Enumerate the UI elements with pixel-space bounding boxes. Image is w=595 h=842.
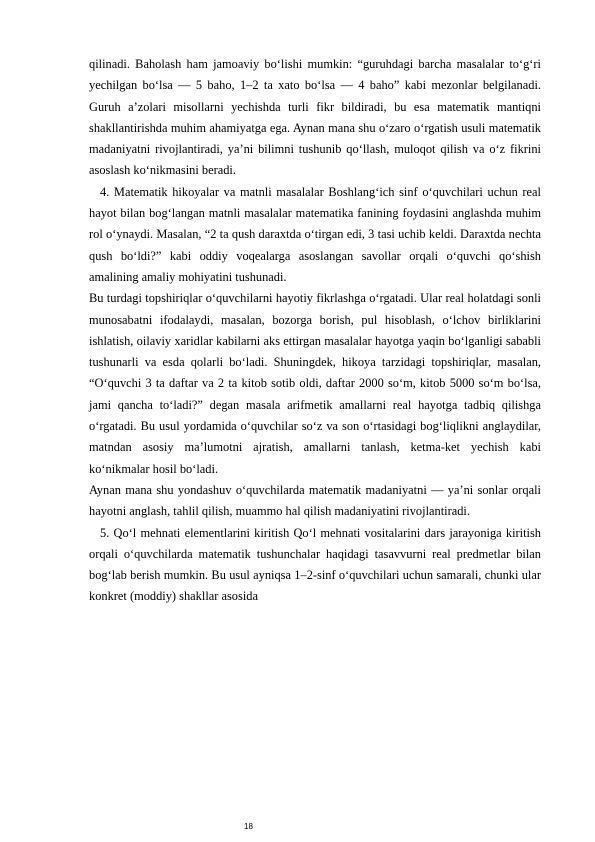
page-number: 18 <box>244 822 253 831</box>
paragraph-section-4-word-problems: 4. Matematik hikoyalar va matnli masalalar Boshlang‘ich sinf o‘quvchilari uchun real hayot bilan bog‘langan matnli masalalar matematika fanining foydasini anglashda muhim rol o‘ynaydi. Masalan, “2 ta qush daraxtda o‘tirgan edi, 3 tasi uchib keldi. Daraxtda nechta qush bo‘ldi?” kabi oddiy voqealarga asoslangan savollar orqali o‘quvchi qo‘shish amalining amaliy mohiyatini tushunadi. <box>89 184 541 284</box>
paragraph-section-5-handwork: 5. Qo‘l mehnati elementlarini kiritish Qo‘l mehnati vositalarini dars jarayoniga kiritish orqali o‘quvchilarda matematik tushunchalar haqidagi tasavvurni real predmetlar bilan bog‘lab berish mumkin. Bu usul ayniqsa 1–2-sinf o‘quvchilari uchun samarali, chunki ular konkret (moddiy) shakllar asosida <box>89 525 541 604</box>
paragraph-math-culture: Aynan mana shu yondashuv o‘quvchilarda matematik madaniyatni — ya’ni sonlar orqali hayotni anglash, tahlil qilish, muammo hal qilish madaniyatini rivojlantiradi. <box>89 482 541 519</box>
paragraph-life-tasks: Bu turdagi topshiriqlar o‘quvchilarni hayotiy fikrlashga o‘rgatadi. Ular real holatdagi sonli munosabatni ifodalaydi, masalan, bozorga borish, pul hisoblash, o‘lchov birliklarini ishlatish, oilaviy xaridlar kabilarni aks ettirgan masalalar hayotga yaqin bo‘lganligi sababli tushunarli va esda qolarli bo‘ladi. Shuningdek, hikoya tarzidagi topshiriqlar, masalan, “O‘quvchi 3 ta daftar va 2 ta kitob sotib oldi, daftar 2000 so‘m, kitob 5000 so‘m bo‘lsa, jami qancha to‘ladi?” degan masala arifmetik amallarni real hayotga tadbiq qilishga o‘rgatadi. Bu usul yordamida o‘quvchilar so‘z va son o‘rtasidagi bog‘liqlikni anglaydilar, matndan asosiy ma’lumotni ajratish, amallarni tanlash, ketma-ket yechish kabi ko‘nikmalar hosil bo‘ladi. <box>89 291 541 476</box>
page-body-text <box>89 54 541 608</box>
paragraph-assessment: qilinadi. Baholash ham jamoaviy bo‘lishi mumkin: “guruhdagi barcha masalalar to‘g‘ri yechilgan bo‘lsa — 5 baho, 1–2 ta xato bo‘lsa — 4 baho” kabi mezonlar belgilanadi. Guruh a’zolari misollarni yechishda turli fikr bildiradi, bu esa matematik mantiqni shakllantirishda muhim ahamiyatga ega. Aynan mana shu o‘zaro o‘rgatish usuli matematik madaniyatni rivojlantiradi, ya’ni bilimni tushunib qo‘llash, muloqot qilish va o‘z fikrini asoslash ko‘nikmasini beradi. <box>89 57 541 178</box>
